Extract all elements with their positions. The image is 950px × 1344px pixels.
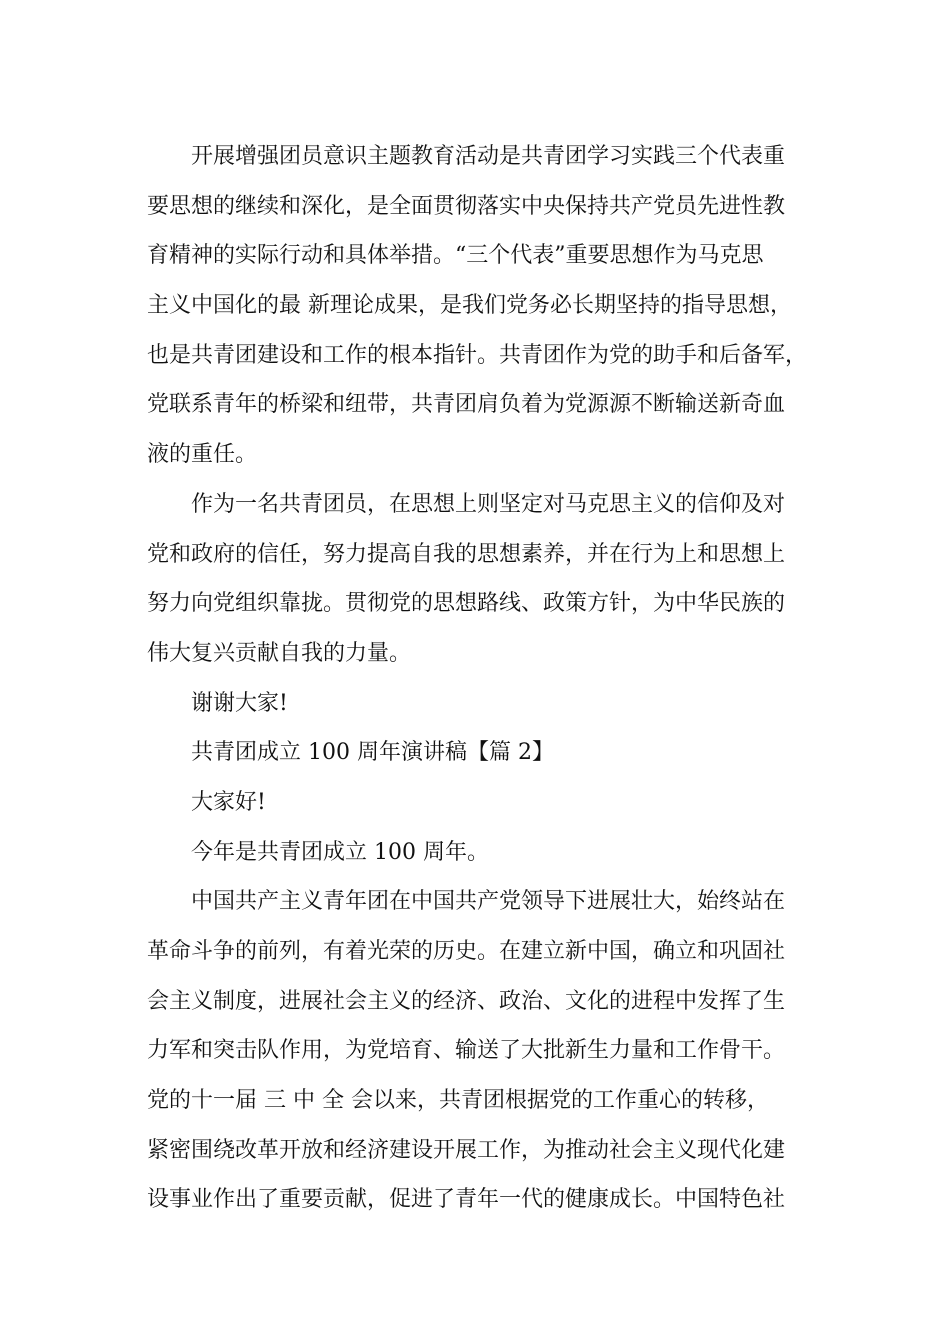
text-line: 作为一名共青团员，在思想上则坚定对马克思主义的信仰及对 [191,491,786,517]
text-line: 紧密围绕改革开放和经济建设开展工作，为推动社会主义现代化建 [147,1137,786,1163]
text-line: 中国共产主义青年团在中国共产党领导下进展壮大，始终站在 [191,889,786,915]
text-line: 谢谢大家! [191,690,288,716]
document-body [147,132,807,1225]
text-line: 开展增强团员意识主题教育活动是共青团学习实践三个代表重 [191,144,786,169]
text-line: 会主义制度，进展社会主义的经济、政治、文化的进程中发挥了生 [147,988,786,1014]
text-line: 主义中国化的最 新理论成果，是我们党务必长期坚持的指导思想， [147,293,792,319]
text-line: 党的十一届 三 中 全 会以来，共青团根据党的工作重心的转移， [147,1088,769,1114]
text-line: 也是共青团建设和工作的根本指针。共青团作为党的助手和后备军， [147,342,808,368]
text-line: 液的重任。 [147,442,258,468]
text-line: 党联系青年的桥梁和纽带，共青团肩负着为党源源不断输送新奇血 [147,392,786,418]
text-line: 育精神的实际行动和具体举措。“三个代表”重要思想作为马克思 [147,243,764,269]
text-line: 力军和突击队作用，为党培育、输送了大批新生力量和工作骨干。 [147,1038,786,1064]
text-line: 大家好! [191,789,266,815]
text-line: 今年是共青团成立 100 周年。 [191,839,489,865]
text-line: 革命斗争的前列，有着光荣的历史。在建立新中国，确立和巩固社 [147,939,786,964]
text-line: 设事业作出了重要贡献，促进了青年一代的健康成长。中国特色社 [147,1187,786,1213]
text-line: 党和政府的信任，努力提高自我的思想素养，并在行为上和思想上 [147,541,786,567]
text-line: 要思想的继续和深化，是全面贯彻落实中央保持共产党员先进性教 [147,193,786,219]
section-heading: 共青团成立 100 周年演讲稿【篇 2】 [191,740,554,766]
text-line: 伟大复兴贡献自我的力量。 [147,640,412,666]
text-line: 努力向党组织靠拢。贯彻党的思想路线、政策方针，为中华民族的 [147,591,786,617]
